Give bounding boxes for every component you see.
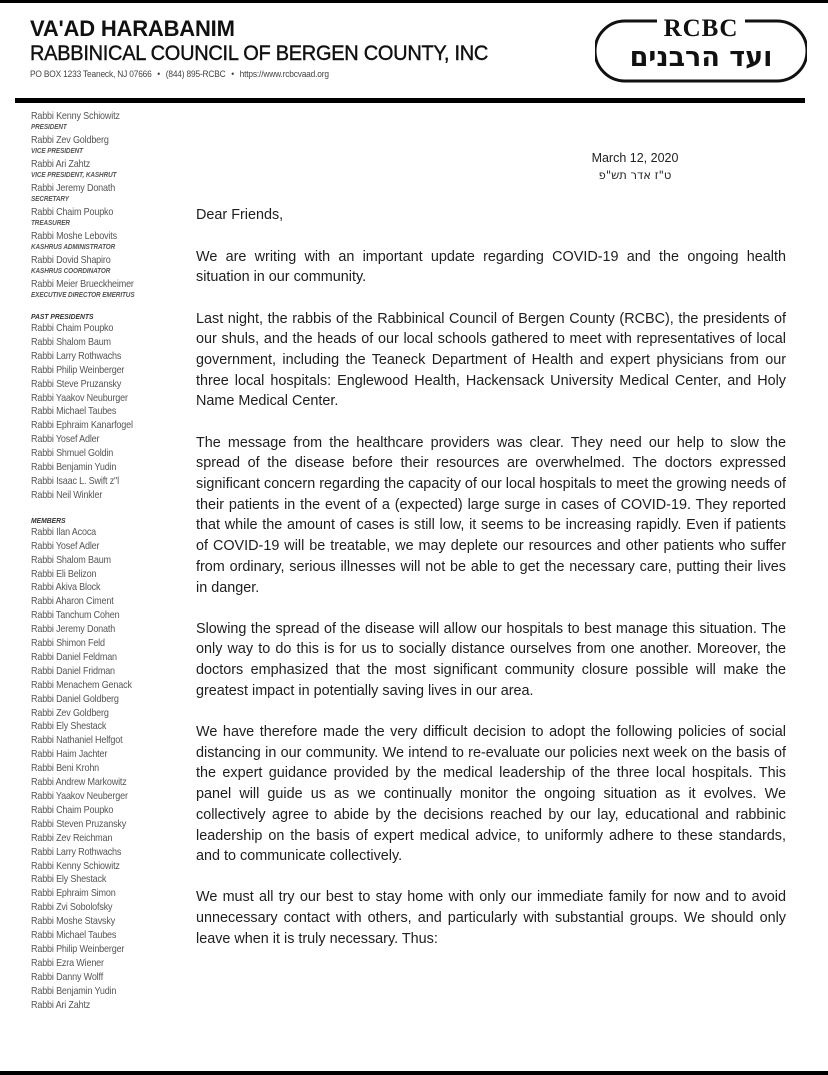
past-president-name: Rabbi Michael Taubes [31,405,117,418]
officer-title: VICE PRESIDENT, KASHRUT [31,170,117,179]
members-heading: MEMBERS [31,515,66,525]
member-name: Rabbi Shalom Baum [31,553,111,566]
officer-title: KASHRUS ADMINISTRATOR [31,242,116,251]
officer-name: Rabbi Moshe Lebovits [31,230,117,242]
letter-paragraph: We have therefore made the very difficult decision to adopt the following policies of social distancing in our community. We intend to re-evaluate our policies next week on the basis of the expert guidance provided by the medical leadership of the three local hospitals. This panel will guide us as we continually monitor the ongoing situation as it evolves. We collectively agree to abide by the decisions reached by our lay, educational and rabbinic leadership on the basis of expert medical advice, to uniformly adhere to these standards, and to communicate collectively. [196,724,786,865]
officer-name: Rabbi Ari Zahtz [31,158,91,170]
member-name: Rabbi Aharon Ciment [31,595,114,608]
member-name: Rabbi Yaakov Neuberger [31,790,128,802]
past-president-name: Rabbi Neil Winkler [31,488,103,501]
member-name: Rabbi Benjamin Yudin [31,984,117,997]
letter-paragraph: Slowing the spread of the disease will allow our hospitals to best manage this situation. The only way to do this is for us to socially distance ourselves from one another. Moreover, the doctors emphasized that the most significant community closure possible will make the greatest impact in potentially saving lives in our area. [196,620,786,699]
letterhead [30,16,523,80]
past-presidents-heading: PAST PRESIDENTS [31,312,94,321]
member-name: Rabbi Philip Weinberger [31,942,125,955]
past-president-name: Rabbi Shalom Baum [31,335,111,348]
member-name: Rabbi Shimon Feld [31,637,105,650]
member-name: Rabbi Zev Reichman [31,831,113,844]
officer-title: VICE PRESIDENT [31,146,83,155]
member-name: Rabbi Beni Krohn [31,762,100,775]
member-name: Rabbi Akiva Block [31,581,101,594]
officer-title: PRESIDENT [31,122,67,131]
officer-name: Rabbi Chaim Poupko [31,206,114,218]
member-name: Rabbi Steven Pruzansky [31,817,127,830]
logo-abbr: RCBC [663,15,739,42]
past-president-name: Rabbi Larry Rothwachs [31,349,122,362]
letter-body [196,205,786,970]
past-president-name: Rabbi Chaim Poupko [31,322,114,334]
officer-name: Rabbi Dovid Shapiro [31,254,111,266]
org-phone: (844) 895-RCBC [165,69,226,80]
member-name: Rabbi Tanchum Cohen [31,609,120,622]
member-name: Rabbi Haim Jachter [31,748,108,761]
member-name: Rabbi Zvi Sobolofsky [31,901,113,914]
past-president-name: Rabbi Steve Pruzansky [31,377,122,390]
top-border [0,0,828,3]
member-name: Rabbi Andrew Markowitz [31,776,127,789]
logo-hebrew: ועד הרבנים [629,42,773,73]
org-name-transliterated: VA'AD HARABANIM [30,16,235,41]
org-address: PO BOX 1233 Teaneck, NJ 07666 [30,69,152,80]
officer-title: KASHRUS COORDINATOR [31,266,111,275]
member-name: Rabbi Menachem Genack [31,678,132,691]
past-president-name: Rabbi Philip Weinberger [31,363,125,376]
member-name: Rabbi Larry Rothwachs [31,845,122,858]
past-president-name: Rabbi Ephraim Kanarfogel [31,419,133,432]
separator-bullet: • [231,69,234,80]
member-name: Rabbi Ely Shestack [31,720,107,733]
member-name: Rabbi Daniel Fridman [31,664,115,677]
officer-name: Rabbi Zev Goldberg [31,134,109,146]
member-name: Rabbi Jeremy Donath [31,623,116,636]
member-name: Rabbi Michael Taubes [31,929,117,942]
header-divider [15,98,805,103]
member-name: Rabbi Nathaniel Helfgot [31,734,123,747]
org-contact-line [30,69,463,80]
member-name: Rabbi Ilan Acoca [31,525,97,538]
member-name: Rabbi Ari Zahtz [31,998,91,1011]
member-name: Rabbi Ephraim Simon [31,887,116,900]
member-name: Rabbi Danny Wolff [31,970,104,983]
date-block [580,150,690,184]
separator-bullet: • [157,69,161,80]
past-president-name: Rabbi Shmuel Goldin [31,447,114,460]
bottom-border [0,1071,828,1075]
member-name: Rabbi Daniel Goldberg [31,692,119,705]
member-name: Rabbi Eli Belizon [31,567,97,580]
members-list [31,516,196,1013]
salutation: Dear Friends, [196,207,284,223]
officer-name: Rabbi Jeremy Donath [31,182,116,194]
org-website[interactable]: https://www.rcbcvaad.org [239,69,329,80]
officer-title: EXECUTIVE DIRECTOR EMERITUS [31,290,135,299]
org-name: RABBINICAL COUNCIL OF BERGEN COUNTY, INC [30,41,489,65]
past-president-name: Rabbi Isaac L. Swift z"l [31,474,119,487]
member-name: Rabbi Zev Goldberg [31,706,109,719]
sidebar-roster [31,110,196,1013]
officer-name: Rabbi Meier Brueckheimer [31,278,134,290]
past-president-name: Rabbi Benjamin Yudin [31,461,117,474]
letter-date: March 12, 2020 [591,151,679,165]
officers-list [31,110,196,300]
member-name: Rabbi Yosef Adler [31,539,100,552]
member-name: Rabbi Daniel Feldman [31,650,117,663]
letter-paragraph: We are writing with an important update regarding COVID-19 and the ongoing health situation in our community. [196,248,786,286]
past-president-name: Rabbi Yaakov Neuburger [31,391,128,404]
letter-paragraph: The message from the healthcare providers was clear. They need our help to slow the spread of the disease before their resources are overwhelmed. The doctors expressed significant concern regarding the capacity of our local hospitals to meet the growing needs of their patients in the event of a (expected) large surge in cases of COVID-19. They reported that while the amount of cases is still low, it seems to be increasing rapidly. Even if patients of COVID-19 will be treatable, we may deplete our resources and other patients who suffer from ordinary, serious illnesses will not be able to get the necessary care, putting their lives in danger. [196,434,786,596]
past-president-name: Rabbi Yosef Adler [31,433,100,446]
member-name: Rabbi Kenny Schiowitz [31,859,120,872]
member-name: Rabbi Ezra Wiener [31,956,104,969]
member-name: Rabbi Ely Shestack [31,873,107,886]
member-name: Rabbi Moshe Stavsky [31,915,116,928]
officer-name: Rabbi Kenny Schiowitz [31,110,120,122]
member-name: Rabbi Chaim Poupko [31,803,114,816]
letter-hebrew-date: ט"ז אדר תש"פ [598,168,672,182]
officer-title: SECRETARY [31,194,69,203]
letter-paragraph: We must all try our best to stay home with only our immediate family for now and to avoid unnecessary contact with others, and particularly with substantial groups. We should only leave when it is truly necessary. Thus: [196,889,786,947]
past-presidents-list [31,312,196,503]
officer-title: TREASURER [31,218,70,227]
letter-paragraph: Last night, the rabbis of the Rabbinical Council of Bergen County (RCBC), the presidents of our shuls, and the heads of our local schools gathered to meet with representatives of local government, including the Teaneck Department of Health and expert physicians from our three local hospitals: Englewood Health, Hackensack University Medical Center, and Holy Name Medical Center. [196,310,786,410]
rcbc-logo [595,12,807,90]
